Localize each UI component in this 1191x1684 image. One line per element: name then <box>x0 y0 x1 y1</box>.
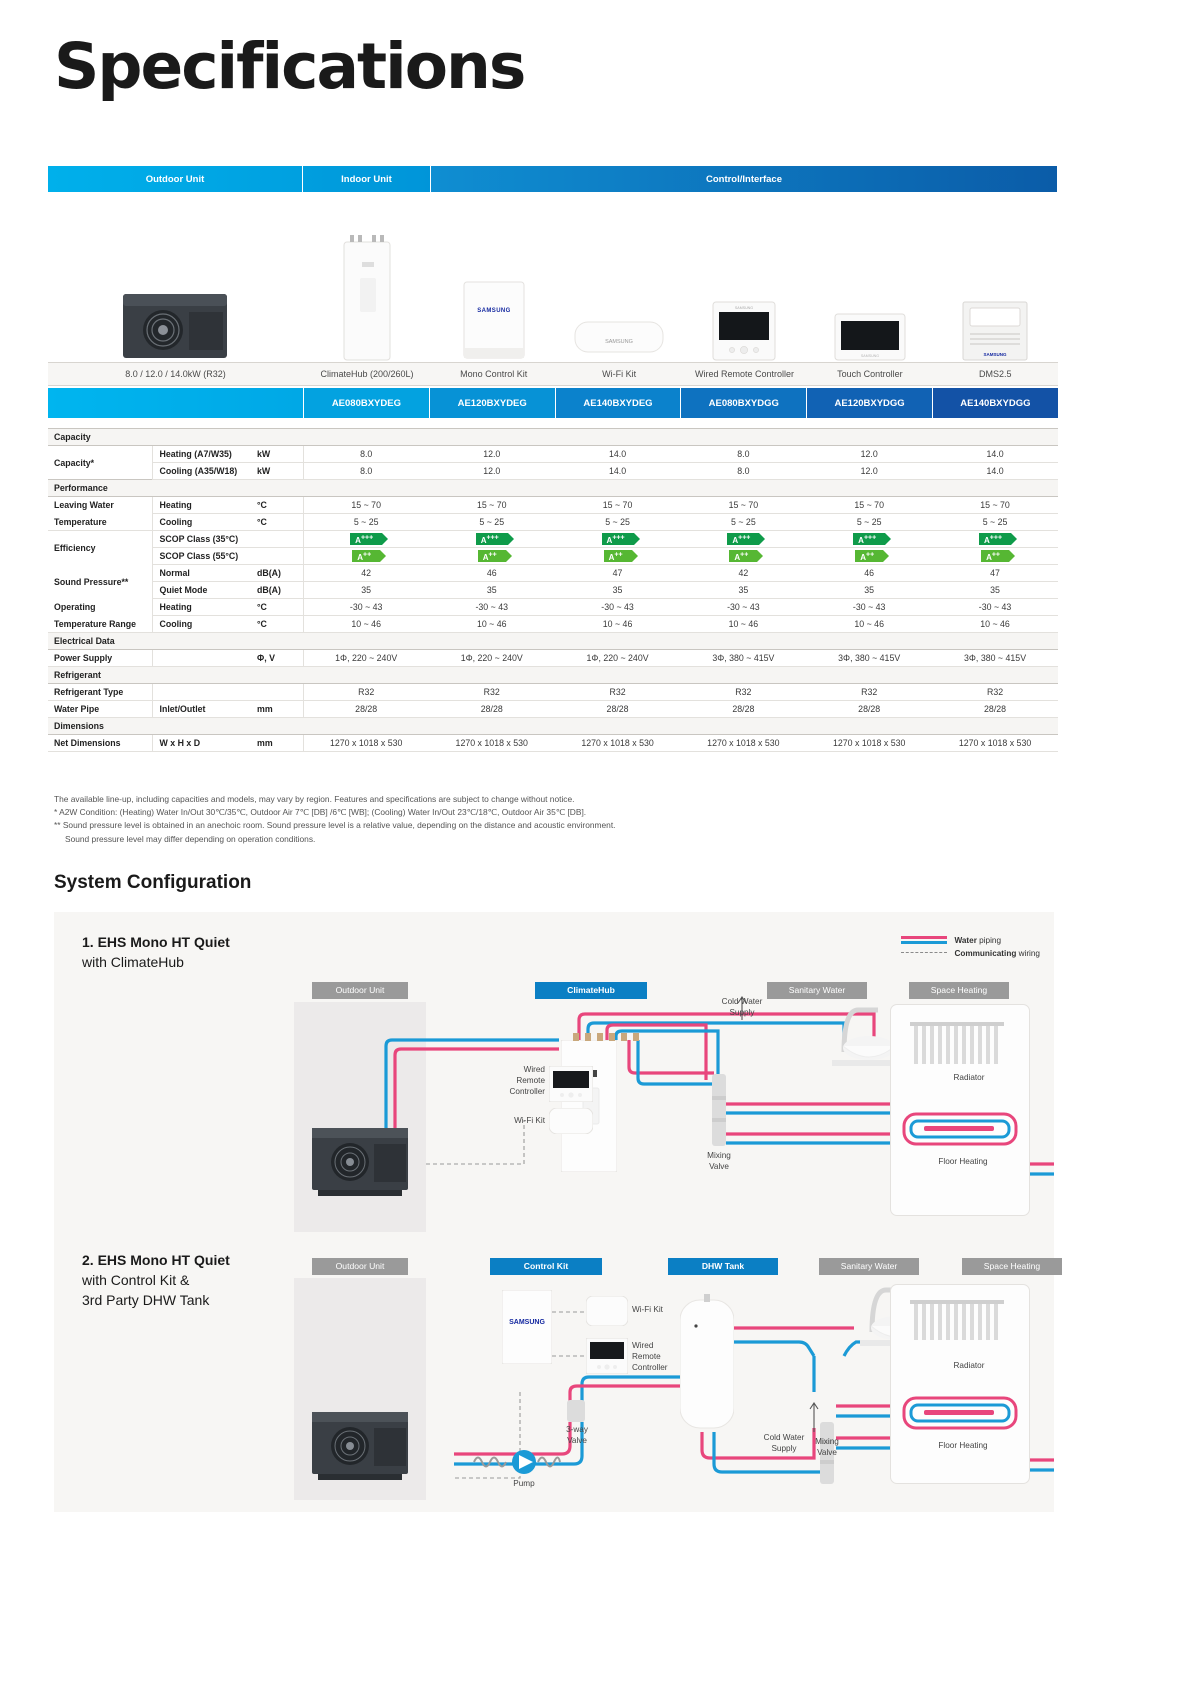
label-wired-remote-controller-1: Wired Remote Controller <box>509 1065 545 1096</box>
legend-label-water: Water piping <box>954 936 1002 945</box>
cell-value: 47 <box>932 565 1058 582</box>
lineup-product-names <box>48 362 1058 386</box>
section-row-dimensions <box>48 718 1058 735</box>
row-unit: kW <box>252 463 303 480</box>
wired-remote-controller-art-1 <box>549 1066 593 1102</box>
footnote-0: The available line-up, including capacities and models, may vary by region. Features and specifications are subject to change without notice. <box>54 794 575 804</box>
table-row <box>48 565 1058 582</box>
row-unit: Φ, V <box>252 650 303 667</box>
touch-controller-icon <box>833 312 907 362</box>
cell-value: 28/28 <box>303 701 429 718</box>
label-floor-heating-1: Floor Heating <box>938 1157 988 1166</box>
row-sub: Heating <box>152 497 252 514</box>
diagram-2-panel <box>54 1232 1054 1512</box>
row-label-water-pipe: Water Pipe <box>48 701 152 718</box>
radiator-art-1 <box>906 1020 1016 1068</box>
energy-badge: A+++ <box>727 533 759 545</box>
cell-value: 8.0 <box>680 463 806 480</box>
tag-control-kit: Control Kit <box>490 1258 602 1275</box>
cell-value: 15 ~ 70 <box>429 497 555 514</box>
model-AE120BXYDEG: AE120BXYDEG <box>429 388 555 418</box>
cell-value: 46 <box>429 565 555 582</box>
cell-value: 5 ~ 25 <box>932 514 1058 531</box>
row-sub <box>152 684 252 701</box>
tag-sanitary-water-1: Sanitary Water <box>767 982 867 999</box>
row-unit: mm <box>252 701 303 718</box>
cell-value: 15 ~ 70 <box>555 497 681 514</box>
energy-badge: A++ <box>352 550 380 562</box>
lineup-group-control: Control/Interface <box>431 166 1058 192</box>
cell-value: R32 <box>806 684 932 701</box>
model-AE080BXYDGG: AE080BXYDGG <box>680 388 806 418</box>
tag-outdoor-unit-1: Outdoor Unit <box>312 982 408 999</box>
section-title-refrigerant: Refrigerant <box>48 667 1058 684</box>
row-label-operating: Operating <box>54 602 96 612</box>
cell-value: 28/28 <box>680 701 806 718</box>
cell-value: 5 ~ 25 <box>303 514 429 531</box>
tag-climatehub: ClimateHub <box>535 982 647 999</box>
diagram-1-panel <box>54 912 1054 1232</box>
tag-sanitary-water-2: Sanitary Water <box>819 1258 919 1275</box>
row-label-net-dimensions: Net Dimensions <box>48 735 152 752</box>
footnotes <box>54 793 934 846</box>
label-mixing-valve-1: Mixing Valve <box>707 1151 731 1171</box>
system-configuration-title: System Configuration <box>54 872 252 893</box>
product-name-wifi-kit: Wi-Fi Kit <box>602 369 637 379</box>
row-sub: Cooling <box>152 616 252 633</box>
svg-text:SAMSUNG: SAMSUNG <box>476 308 511 314</box>
energy-badge: A+++ <box>979 533 1011 545</box>
legend-label-communicating: Communicating wiring <box>954 949 1040 958</box>
row-unit <box>252 548 303 565</box>
row-unit: mm <box>252 735 303 752</box>
label-wifi-kit-1: Wi-Fi Kit <box>514 1116 545 1125</box>
cell-value: 12.0 <box>806 463 932 480</box>
row-label-leaving-water: Leaving Water <box>54 500 114 511</box>
table-row <box>48 701 1058 718</box>
label-wifi-kit-2: Wi-Fi Kit <box>632 1305 663 1314</box>
lineup-group-outdoor: Outdoor Unit <box>48 166 303 192</box>
pump-art <box>472 1448 564 1476</box>
row-unit: dB(A) <box>252 582 303 599</box>
label-3-way-valve: 3-way Valve <box>566 1425 588 1445</box>
section-title-dimensions: Dimensions <box>48 718 1058 735</box>
climatehub-icon <box>336 232 398 362</box>
cell-value: 5 ~ 25 <box>680 514 806 531</box>
cell-value: 10 ~ 46 <box>555 616 681 633</box>
svg-text:SAMSUNG: SAMSUNG <box>509 1319 545 1326</box>
cell-value: 1Φ, 220 ~ 240V <box>303 650 429 667</box>
cell-value <box>932 548 1058 565</box>
table-row <box>48 616 1058 633</box>
dms-image <box>933 192 1058 362</box>
tag-outdoor-unit-2: Outdoor Unit <box>312 1258 408 1275</box>
row-sub: SCOP Class (35°C) <box>152 531 252 548</box>
row-unit <box>252 531 303 548</box>
cell-value: 1Φ, 220 ~ 240V <box>555 650 681 667</box>
cell-value: 35 <box>680 582 806 599</box>
cell-value: 3Φ, 380 ~ 415V <box>806 650 932 667</box>
svg-text:SAMSUNG: SAMSUNG <box>983 352 1007 357</box>
specification-table <box>48 428 1058 752</box>
diagram-1-number: 1. EHS Mono HT Quiet <box>82 934 230 950</box>
cell-value: 1270 x 1018 x 530 <box>932 735 1058 752</box>
cell-value: 35 <box>429 582 555 599</box>
tag-space-heating-2: Space Heating <box>962 1258 1062 1275</box>
table-row <box>48 599 1058 616</box>
cell-value: 10 ~ 46 <box>303 616 429 633</box>
energy-badge: A+++ <box>476 533 508 545</box>
cell-value: 14.0 <box>932 446 1058 463</box>
row-label-sound-pressure: Sound Pressure** <box>54 576 129 587</box>
wired-remote-controller-image <box>682 192 807 362</box>
label-cold-water-supply-1: Cold Water Supply <box>721 997 763 1017</box>
label-pump: Pump <box>513 1479 535 1488</box>
cell-value <box>303 531 429 548</box>
radiator-art-2 <box>906 1298 1016 1344</box>
cell-value <box>555 531 681 548</box>
row-unit: kW <box>252 446 303 463</box>
cell-value: 8.0 <box>303 463 429 480</box>
cell-value: 10 ~ 46 <box>429 616 555 633</box>
cell-value: 10 ~ 46 <box>806 616 932 633</box>
row-sub: Cooling <box>152 514 252 531</box>
cell-value <box>680 531 806 548</box>
row-sub: Normal <box>152 565 252 582</box>
cell-value: 1270 x 1018 x 530 <box>806 735 932 752</box>
table-row <box>48 548 1058 565</box>
row-unit: °C <box>252 514 303 531</box>
cell-value: 42 <box>303 565 429 582</box>
row-sub: W x H x D <box>152 735 252 752</box>
diagram-2-number: 2. EHS Mono HT Quiet <box>82 1252 230 1268</box>
table-row <box>48 514 1058 531</box>
row-unit: °C <box>252 599 303 616</box>
row-sub: Cooling (A35/W18) <box>152 463 252 480</box>
section-row-refrigerant <box>48 667 1058 684</box>
wired-remote-controller-art-2 <box>586 1338 628 1374</box>
cell-value: 3Φ, 380 ~ 415V <box>680 650 806 667</box>
outdoor-unit-icon <box>121 290 231 362</box>
cell-value: 15 ~ 70 <box>303 497 429 514</box>
row-unit: °C <box>252 616 303 633</box>
row-sub: Quiet Mode <box>152 582 252 599</box>
mono-control-kit-image <box>431 192 556 362</box>
section-row-performance <box>48 480 1058 497</box>
cell-value: 5 ~ 25 <box>806 514 932 531</box>
cell-value: -30 ~ 43 <box>932 599 1058 616</box>
cell-value: R32 <box>680 684 806 701</box>
energy-badge: A+++ <box>853 533 885 545</box>
label-radiator-2: Radiator <box>953 1361 985 1370</box>
touch-controller-image <box>807 192 932 362</box>
lineup-table <box>48 166 1058 386</box>
cell-value: 47 <box>555 565 681 582</box>
outdoor-unit-image <box>48 192 303 362</box>
model-header-blank <box>48 388 303 418</box>
cell-value: 8.0 <box>680 446 806 463</box>
cell-value: 1270 x 1018 x 530 <box>429 735 555 752</box>
row-label-refrigerant-type: Refrigerant Type <box>48 684 152 701</box>
cell-value: R32 <box>303 684 429 701</box>
cell-value: 10 ~ 46 <box>932 616 1058 633</box>
label-floor-heating-2: Floor Heating <box>938 1441 988 1450</box>
cell-value: 35 <box>806 582 932 599</box>
section-title-capacity: Capacity <box>48 429 1058 446</box>
table-row <box>48 582 1058 599</box>
table-row <box>48 497 1058 514</box>
page-title: Specifications <box>54 30 525 103</box>
label-mixing-valve-2: Mixing Valve <box>815 1437 839 1457</box>
row-label-capacity: Capacity* <box>54 457 95 468</box>
cell-value: 35 <box>932 582 1058 599</box>
model-AE140BXYDEG: AE140BXYDEG <box>555 388 681 418</box>
row-sub: Heating <box>152 599 252 616</box>
wired-remote-controller-icon <box>711 300 777 362</box>
cell-value <box>806 531 932 548</box>
lineup-group-indoor: Indoor Unit <box>303 166 431 192</box>
footnote-1: * A2W Condition: (Heating) Water In/Out 30℃/35℃, Outdoor Air 7℃ [DB] /6℃ [WB]; (Cooling) Water In/Out 23℃/18℃, Outdoor Air 35℃ [DB]. <box>54 807 587 818</box>
row-unit: °C <box>252 497 303 514</box>
mixing-valve-art-1 <box>712 1074 726 1146</box>
cell-value: 46 <box>806 565 932 582</box>
section-title-performance: Performance <box>48 480 1058 497</box>
section-row-capacity <box>48 429 1058 446</box>
wifi-kit-art-2 <box>586 1296 628 1326</box>
lineup-group-header <box>48 166 1058 192</box>
product-name-outdoor: 8.0 / 12.0 / 14.0kW (R32) <box>125 369 226 379</box>
table-row <box>48 684 1058 701</box>
label-radiator-1: Radiator <box>953 1073 985 1082</box>
table-row <box>48 463 1058 480</box>
row-sub: Heating (A7/W35) <box>152 446 252 463</box>
product-name-dms: DMS2.5 <box>979 369 1012 379</box>
dhw-tank-art <box>680 1292 734 1432</box>
cell-value: 12.0 <box>429 446 555 463</box>
cell-value: 1270 x 1018 x 530 <box>555 735 681 752</box>
cell-value <box>303 548 429 565</box>
wifi-kit-art-1 <box>549 1108 593 1134</box>
energy-badge: A++ <box>604 550 632 562</box>
cell-value: 10 ~ 46 <box>680 616 806 633</box>
cell-value: 5 ~ 25 <box>555 514 681 531</box>
floor-heating-art-2 <box>902 1394 1018 1438</box>
row-label-temperature-range: Temperature Range <box>48 616 152 633</box>
climatehub-art <box>561 1040 617 1172</box>
footnote-2: ** Sound pressure level is obtained in an anechoic room. Sound pressure level is a relative value, depending on the distance and acoustic environment. <box>54 820 616 831</box>
cell-value: -30 ~ 43 <box>806 599 932 616</box>
energy-badge: A++ <box>855 550 883 562</box>
cell-value <box>932 531 1058 548</box>
cell-value: 28/28 <box>806 701 932 718</box>
row-sub: SCOP Class (55°C) <box>152 548 252 565</box>
table-row <box>48 531 1058 548</box>
three-way-valve-art <box>567 1400 585 1422</box>
climatehub-image <box>303 192 431 362</box>
cell-value: 35 <box>555 582 681 599</box>
tag-space-heating-1: Space Heating <box>909 982 1009 999</box>
row-sub <box>152 650 252 667</box>
cell-value <box>429 548 555 565</box>
section-row-electrical-data <box>48 633 1058 650</box>
product-name-mono-control-kit: Mono Control Kit <box>460 369 528 379</box>
product-name-climatehub: ClimateHub (200/260L) <box>320 369 414 379</box>
tag-dhw-tank: DHW Tank <box>668 1258 778 1275</box>
label-cold-water-supply-2: Cold Water Supply <box>763 1433 805 1453</box>
cell-value: 42 <box>680 565 806 582</box>
diagram-2-subtitle: with Control Kit & 3rd Party DHW Tank <box>82 1272 210 1308</box>
table-row <box>48 446 1058 463</box>
wifi-kit-image <box>556 192 681 362</box>
product-name-touch-controller: Touch Controller <box>837 369 903 379</box>
cell-value: 8.0 <box>303 446 429 463</box>
cell-value: -30 ~ 43 <box>429 599 555 616</box>
svg-text:SAMSUNG: SAMSUNG <box>860 354 879 358</box>
row-label-efficiency: Efficiency <box>54 542 96 553</box>
cell-value: 28/28 <box>555 701 681 718</box>
cell-value: 15 ~ 70 <box>680 497 806 514</box>
floor-heating-art-1 <box>902 1110 1018 1154</box>
cell-value: 1270 x 1018 x 530 <box>680 735 806 752</box>
model-AE080BXYDEG: AE080BXYDEG <box>303 388 429 418</box>
cell-value: 15 ~ 70 <box>932 497 1058 514</box>
outdoor-unit-art-2 <box>312 1408 408 1484</box>
cell-value: R32 <box>932 684 1058 701</box>
section-title-electrical-data: Electrical Data <box>48 633 1058 650</box>
cell-value: 28/28 <box>429 701 555 718</box>
cell-value <box>806 548 932 565</box>
energy-badge: A+++ <box>602 533 634 545</box>
row-sub: Inlet/Outlet <box>152 701 252 718</box>
wifi-kit-icon <box>573 312 665 362</box>
cell-value: 15 ~ 70 <box>806 497 932 514</box>
cell-value: 5 ~ 25 <box>429 514 555 531</box>
cell-value: 1Φ, 220 ~ 240V <box>429 650 555 667</box>
cell-value: R32 <box>429 684 555 701</box>
model-header-row <box>48 388 1058 418</box>
svg-text:SAMSUNG: SAMSUNG <box>605 339 633 345</box>
row-label-temperature: Temperature <box>48 514 152 531</box>
energy-badge: A++ <box>729 550 757 562</box>
row-unit: dB(A) <box>252 565 303 582</box>
cell-value <box>680 548 806 565</box>
cell-value <box>555 548 681 565</box>
energy-badge: A++ <box>981 550 1009 562</box>
model-AE120BXYDGG: AE120BXYDGG <box>806 388 932 418</box>
row-unit <box>252 684 303 701</box>
table-row <box>48 735 1058 752</box>
dms-icon <box>961 300 1029 362</box>
cell-value: 12.0 <box>806 446 932 463</box>
control-kit-icon <box>460 278 528 362</box>
footnote-3: Sound pressure level may differ depending on operation conditions. <box>65 833 316 844</box>
cell-value: 1270 x 1018 x 530 <box>303 735 429 752</box>
cell-value: 14.0 <box>555 463 681 480</box>
product-name-wired-remote-controller: Wired Remote Controller <box>694 369 794 379</box>
cell-value: 14.0 <box>932 463 1058 480</box>
energy-badge: A+++ <box>350 533 382 545</box>
lineup-product-images <box>48 192 1058 362</box>
svg-text:SAMSUNG: SAMSUNG <box>735 306 754 310</box>
cell-value: -30 ~ 43 <box>680 599 806 616</box>
model-AE140BXYDGG: AE140BXYDGG <box>932 388 1058 418</box>
cell-value: -30 ~ 43 <box>303 599 429 616</box>
energy-badge: A++ <box>478 550 506 562</box>
cell-value: 28/28 <box>932 701 1058 718</box>
outdoor-unit-art-1 <box>312 1124 408 1200</box>
climatehub-connectors <box>559 1033 651 1043</box>
table-row <box>48 650 1058 667</box>
cell-value: R32 <box>555 684 681 701</box>
control-kit-art <box>502 1290 552 1364</box>
row-label-power-supply: Power Supply <box>48 650 152 667</box>
cell-value: -30 ~ 43 <box>555 599 681 616</box>
cell-value: 35 <box>303 582 429 599</box>
label-wired-remote-controller-2: Wired Remote Controller <box>632 1341 668 1372</box>
cell-value: 14.0 <box>555 446 681 463</box>
cell-value <box>429 531 555 548</box>
cell-value: 3Φ, 380 ~ 415V <box>932 650 1058 667</box>
cell-value: 12.0 <box>429 463 555 480</box>
diagram-1-subtitle: with ClimateHub <box>82 954 184 970</box>
